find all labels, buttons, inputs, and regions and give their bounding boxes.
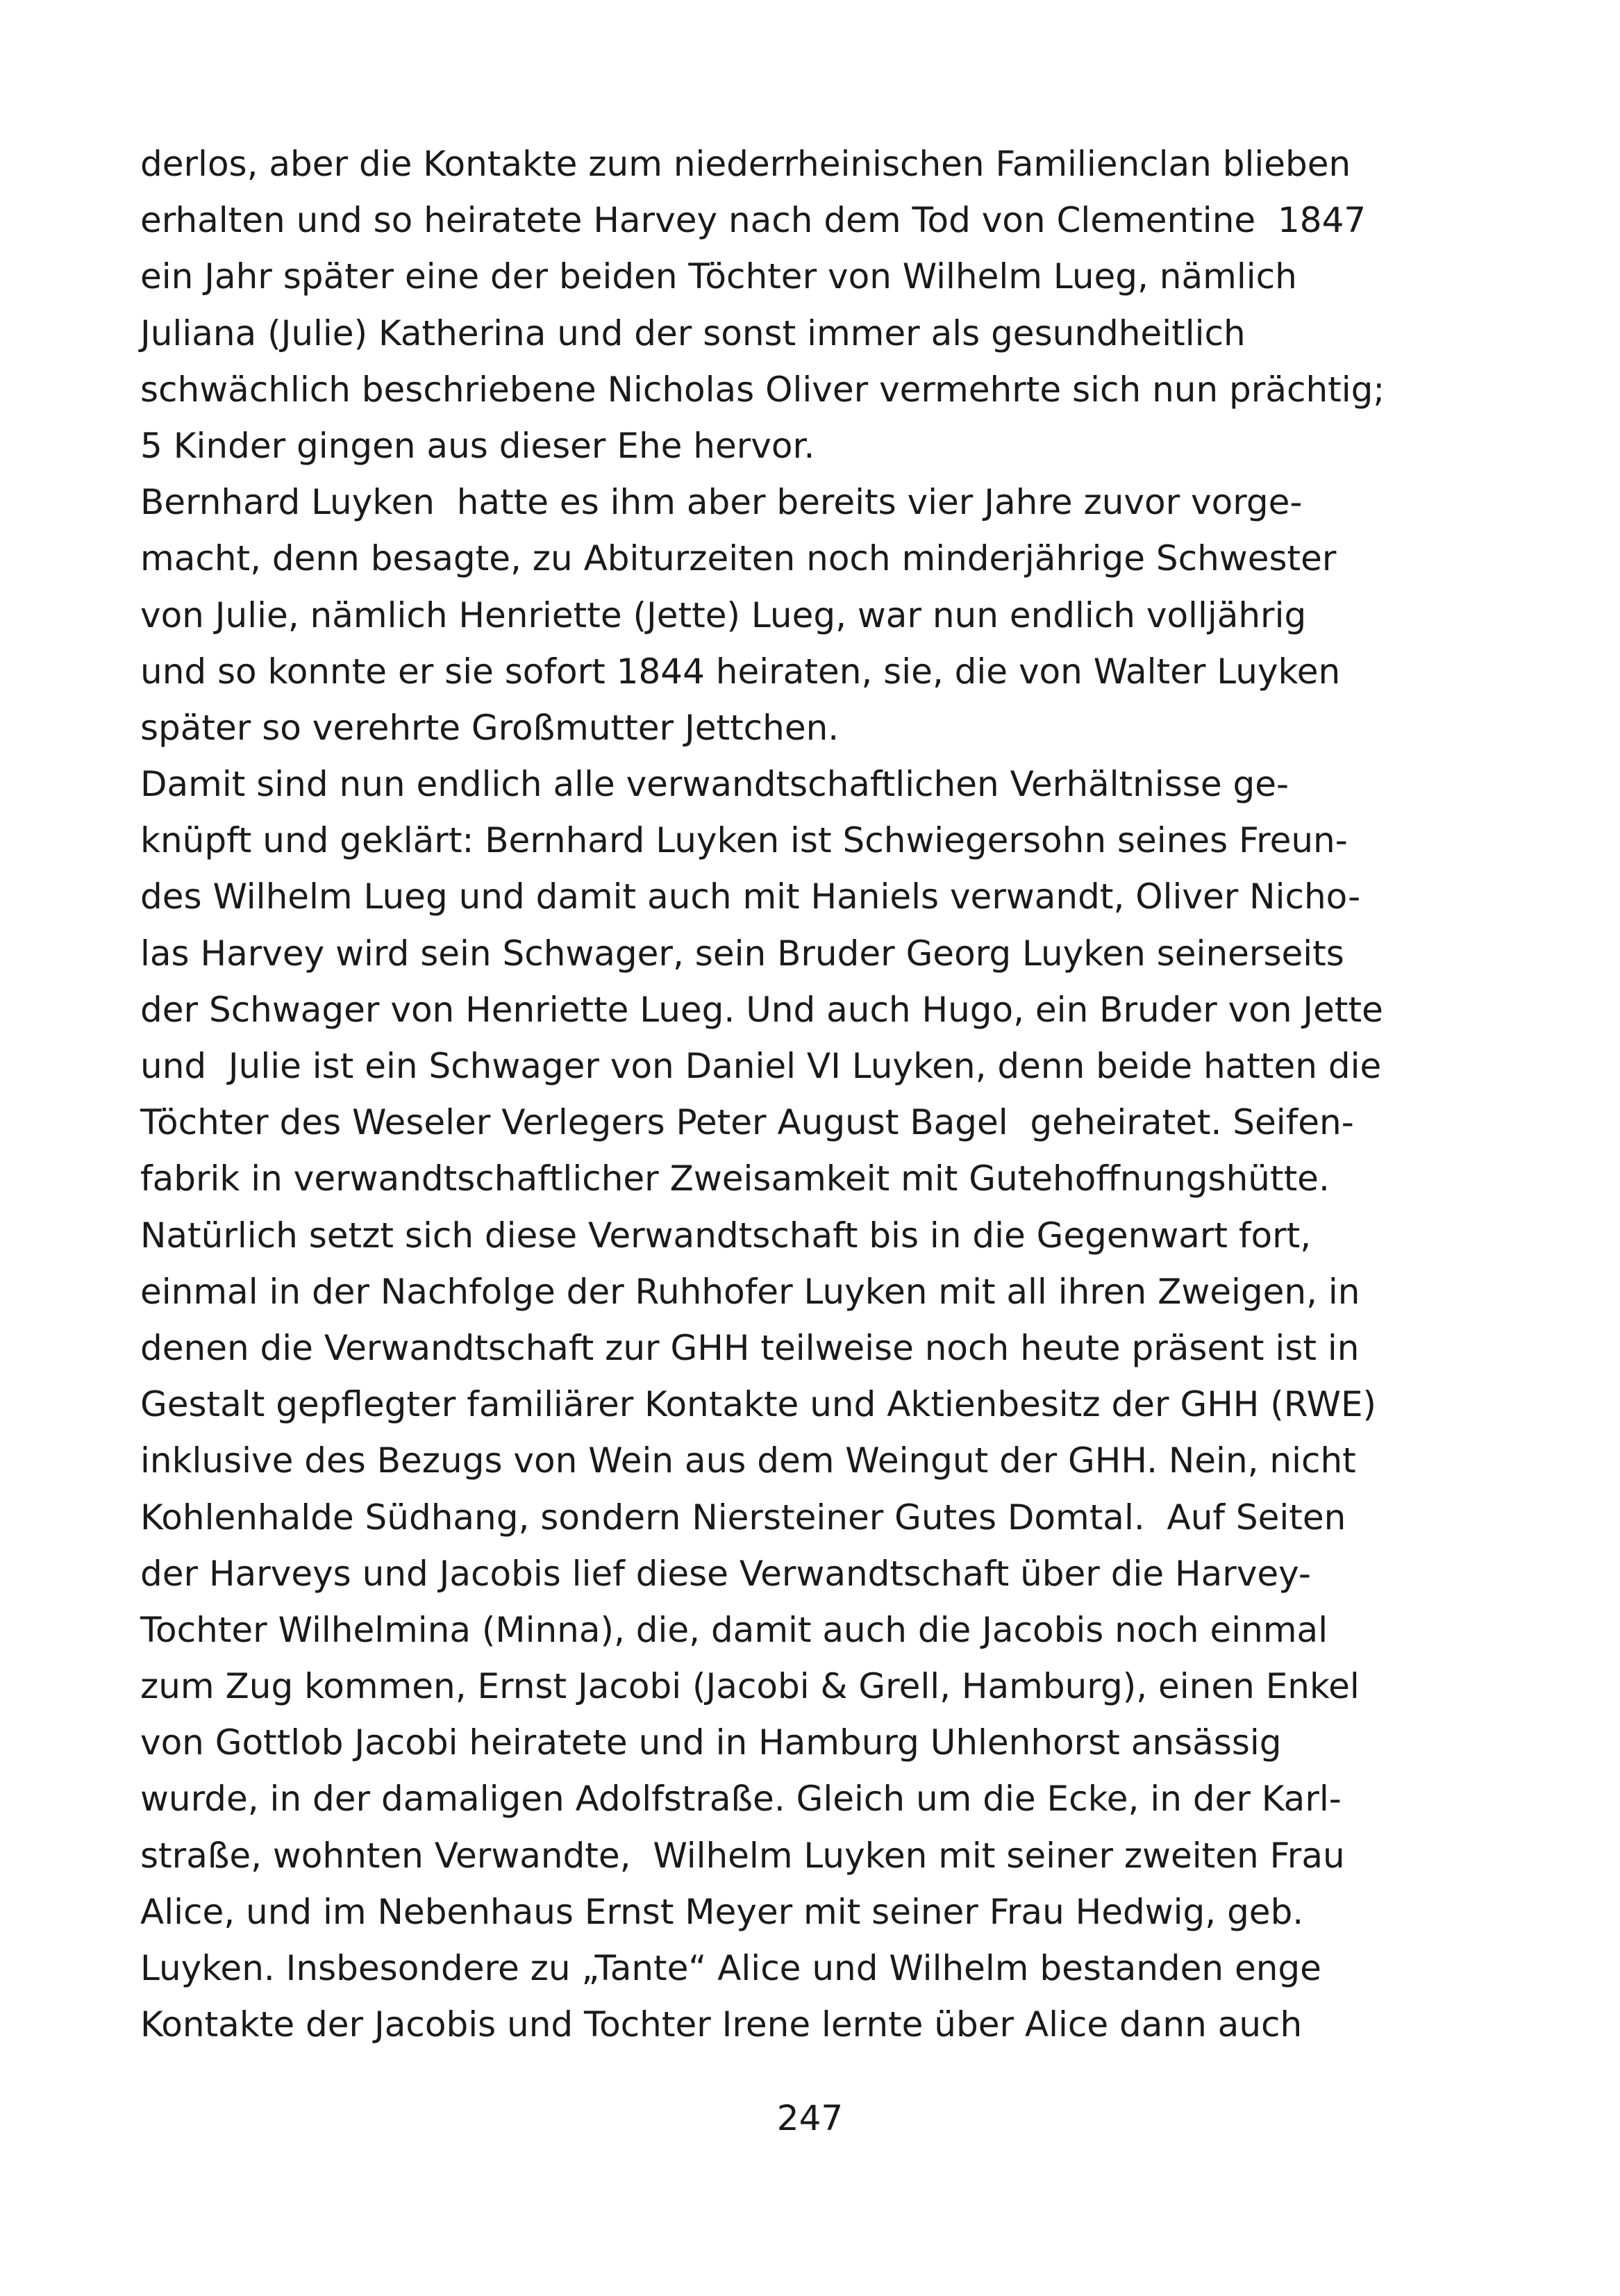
- text-line: der Schwager von Henriette Lueg. Und auch Hugo, ein Bruder von Jette: [140, 989, 1383, 1030]
- body-text: [140, 136, 1501, 2053]
- text-line: derlos, aber die Kontakte zum niederrheinischen Familienclan blieben: [140, 144, 1351, 184]
- text-line: straße, wohnten Verwandte, Wilhelm Luyken mit seiner zweiten Frau: [140, 1835, 1345, 1876]
- page-number: 247: [776, 2098, 844, 2138]
- text-line: Juliana (Julie) Katherina und der sonst immer als gesundheitlich: [140, 313, 1246, 353]
- text-line: Luyken. Insbesondere zu „Tante“ Alice und Wilhelm bestanden enge: [140, 1948, 1321, 1988]
- text-line: Natürlich setzt sich diese Verwandtschaft bis in die Gegenwart fort,: [140, 1215, 1312, 1256]
- text-line: Töchter des Weseler Verlegers Peter August Bagel geheiratet. Seifen-: [140, 1102, 1354, 1143]
- text-line: von Julie, nämlich Henriette (Jette) Lueg, war nun endlich volljährig: [140, 594, 1307, 635]
- text-line: macht, denn besagte, zu Abiturzeiten noch minderjährige Schwester: [140, 538, 1337, 579]
- text-line: knüpft und geklärt: Bernhard Luyken ist Schwiegersohn seines Freun-: [140, 820, 1348, 861]
- text-line: 5 Kinder gingen aus dieser Ehe hervor.: [140, 425, 815, 466]
- text-line: fabrik in verwandtschaftlicher Zweisamkeit mit Gutehoffnungshütte.: [140, 1158, 1330, 1199]
- text-line: Kohlenhalde Südhang, sondern Niersteiner Gutes Domtal. Auf Seiten: [140, 1497, 1346, 1538]
- text-line: Bernhard Luyken hatte es ihm aber bereits vier Jahre zuvor vorge-: [140, 482, 1303, 523]
- text-line: inklusive des Bezugs von Wein aus dem Weingut der GHH. Nein, nicht: [140, 1440, 1356, 1481]
- text-line: zum Zug kommen, Ernst Jacobi (Jacobi & Grell, Hamburg), einen Enkel: [140, 1666, 1360, 1707]
- text-line: schwächlich beschriebene Nicholas Oliver vermehrte sich nun prächtig;: [140, 369, 1385, 410]
- text-line: des Wilhelm Lueg und damit auch mit Haniels verwandt, Oliver Nicho-: [140, 876, 1361, 917]
- text-line: von Gottlob Jacobi heiratete und in Hamburg Uhlenhorst ansässig: [140, 1722, 1282, 1763]
- text-line: Tochter Wilhelmina (Minna), die, damit auch die Jacobis noch einmal: [140, 1609, 1328, 1650]
- text-line: denen die Verwandtschaft zur GHH teilweise noch heute präsent ist in: [140, 1327, 1360, 1368]
- text-line: erhalten und so heiratete Harvey nach dem Tod von Clementine 1847: [140, 200, 1367, 241]
- text-line: Kontakte der Jacobis und Tochter Irene lernte über Alice dann auch: [140, 2004, 1303, 2045]
- text-line: ein Jahr später eine der beiden Töchter von Wilhelm Lueg, nämlich: [140, 256, 1297, 297]
- text-line: Gestalt gepflegter familiärer Kontakte und Aktienbesitz der GHH (RWE): [140, 1384, 1377, 1425]
- text-line: einmal in der Nachfolge der Ruhhofer Luyken mit all ihren Zweigen, in: [140, 1271, 1360, 1312]
- text-line: und so konnte er sie sofort 1844 heiraten, sie, die von Walter Luyken: [140, 651, 1341, 692]
- text-line: der Harveys und Jacobis lief diese Verwandtschaft über die Harvey-: [140, 1553, 1311, 1594]
- text-line: später so verehrte Großmutter Jettchen.: [140, 707, 840, 748]
- text-line: und Julie ist ein Schwager von Daniel VI Luyken, denn beide hatten die: [140, 1046, 1382, 1086]
- text-line: wurde, in der damaligen Adolfstraße. Gleich um die Ecke, in der Karl-: [140, 1779, 1342, 1820]
- text-line: Alice, und im Nebenhaus Ernst Meyer mit seiner Frau Hedwig, geb.: [140, 1891, 1304, 1932]
- text-line: Damit sind nun endlich alle verwandtschaftlichen Verhältnisse ge-: [140, 764, 1289, 805]
- text-line: las Harvey wird sein Schwager, sein Bruder Georg Luyken seinerseits: [140, 933, 1344, 974]
